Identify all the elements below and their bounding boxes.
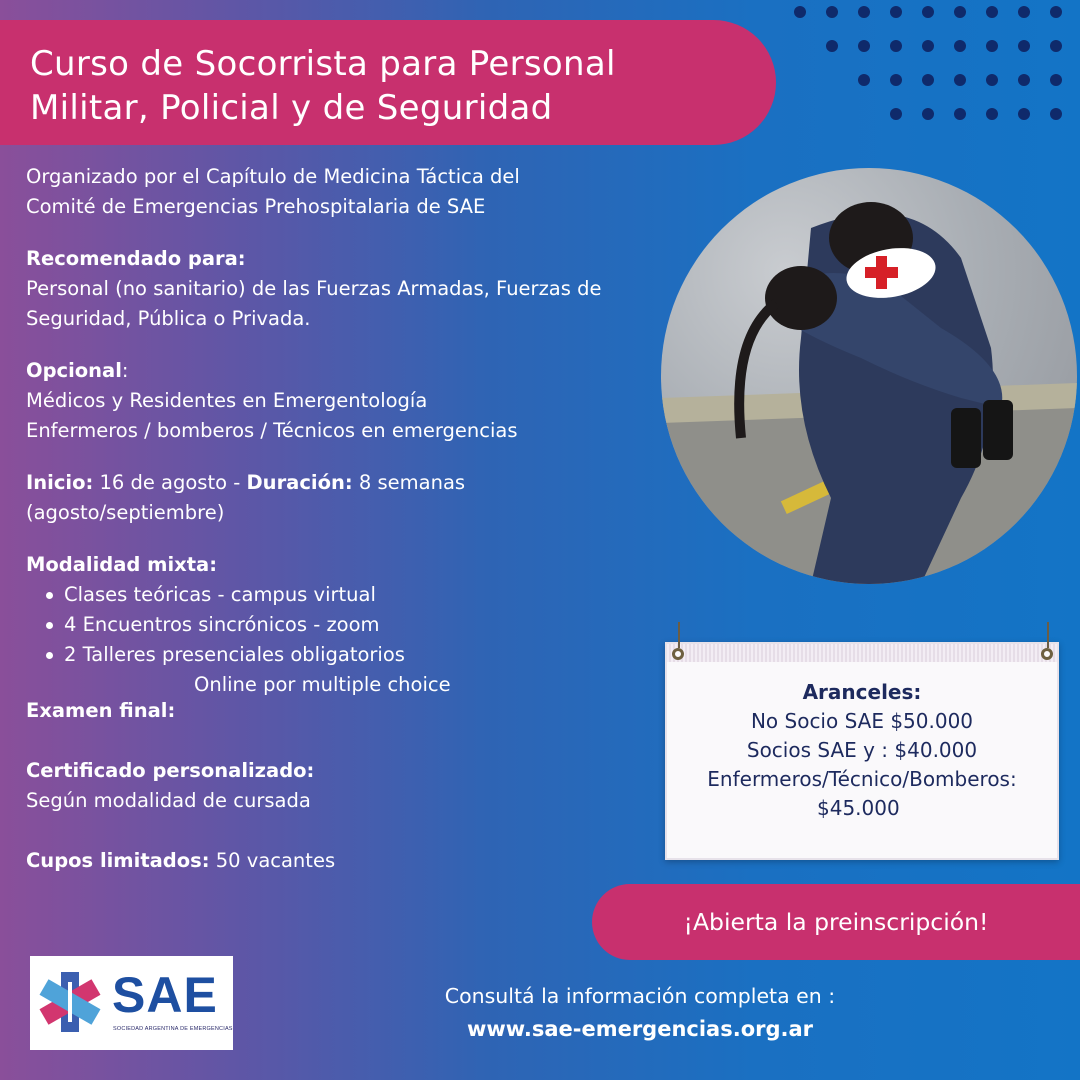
optional-label: Opcional [26,359,122,382]
optional-colon: : [121,359,129,382]
hanger-ring [1041,648,1053,660]
rescue-photo [661,168,1077,584]
quota-label: Cupos limitados: [26,849,210,872]
fees-text [667,662,1057,823]
photo-illustration [661,168,1077,584]
organizer-block [26,162,686,222]
exam-label: Examen final: [26,699,176,722]
start-value: 16 de agosto - [99,471,241,494]
recommended-block [26,244,686,334]
fees-line-3: Enfermeros/Técnico/Bomberos: [707,767,1017,791]
quota-block [26,846,686,876]
duration-label: Duración: [246,471,353,494]
logo-subtitle: SOCIEDAD ARGENTINA DE EMERGENCIAS [113,1026,233,1032]
fees-sign [665,642,1059,860]
fees-line-4: $45.000 [817,796,900,820]
title-banner [0,20,776,145]
modality-list [26,580,686,670]
certificate-value: Según modalidad de cursada [26,789,311,812]
online-note: Online por multiple choice [194,673,451,696]
fees-line-2: Socios SAE y : $40.000 [746,738,978,762]
organizer-line-2: Comité de Emergencias Prehospitalaria de SAE [26,195,486,218]
hanger-line [678,622,680,648]
modality-item: 2 Talleres presenciales obligatorios [46,640,686,670]
duration-value: 8 semanas [358,471,466,494]
preregistration-banner[interactable]: ¡Abierta la preinscripción! [592,884,1080,960]
organizer-line-1: Organizado por el Capítulo de Medicina Táctica del [26,165,520,188]
hanger-line [1047,622,1049,648]
modality-label: Modalidad mixta: [26,553,218,576]
title-line-1: Curso de Socorrista para Personal [30,44,616,84]
optional-line-2: Enfermeros / bomberos / Técnicos en emergencias [26,419,518,442]
exam-block [26,696,686,726]
schedule-block [26,468,686,528]
start-label: Inicio: [26,471,94,494]
fees-line-1: No Socio SAE $50.000 [750,709,974,733]
optional-block [26,356,686,446]
course-details [26,162,686,876]
optional-line-1: Médicos y Residentes en Emergentología [26,389,428,412]
recommended-label: Recomendado para: [26,247,246,270]
certificate-label: Certificado personalizado: [26,759,315,782]
decorative-dot-pattern [750,0,1080,150]
fees-title: Aranceles: [802,680,922,704]
star-of-life-icon [30,956,110,1050]
certificate-block [26,756,686,816]
sae-logo [30,956,233,1050]
website-link[interactable]: www.sae-emergencias.org.ar [466,1017,814,1041]
footer-info: Consultá la información completa en : [444,984,836,1008]
modality-item: Clases teóricas - campus virtual [46,580,686,610]
recommended-line-1: Personal (no sanitario) de las Fuerzas Armadas, Fuerzas de [26,277,602,300]
modality-block [26,550,686,700]
footer [330,980,950,1046]
sign-top-strip [667,644,1057,662]
title-line-2: Militar, Policial y de Seguridad [30,88,553,128]
quota-value: 50 vacantes [215,849,336,872]
recommended-line-2: Seguridad, Pública o Privada. [26,307,311,330]
hanger-ring [672,648,684,660]
logo-name: SAE [112,967,218,1023]
schedule-period: (agosto/septiembre) [26,501,225,524]
modality-item: 4 Encuentros sincrónicos - zoom [46,610,686,640]
